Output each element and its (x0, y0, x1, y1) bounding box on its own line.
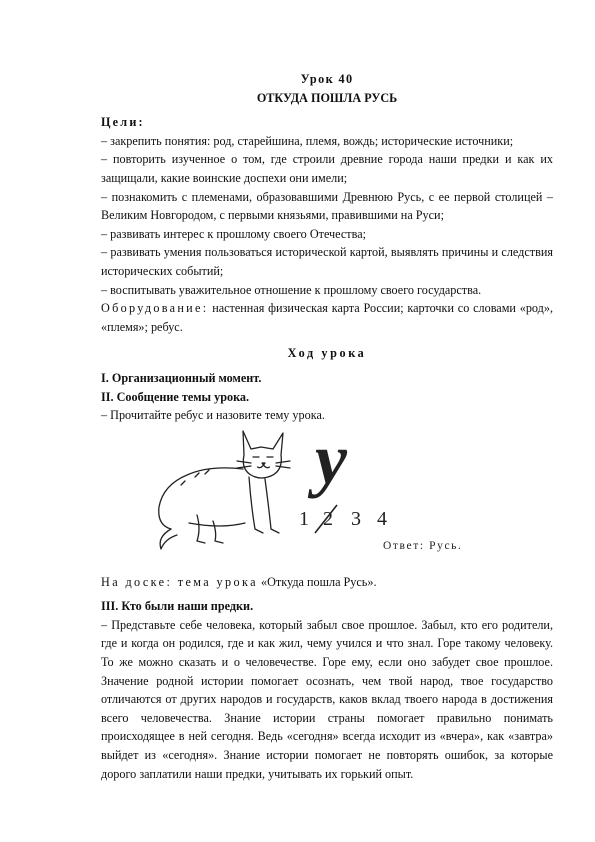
board-label: На доске: тема урока (101, 574, 258, 589)
rebus-figure (101, 425, 553, 553)
rebus-instruction: – Прочитайте ребус и назовите тему урока. (101, 408, 325, 423)
goal-item: – развивать интерес к прошлому своего Отечества; (101, 226, 367, 241)
lesson-number: Урок 40 (300, 72, 354, 86)
equipment-label: Оборудование: (101, 301, 209, 316)
goal-item: – воспитывать уважительное отношение к прошлому своего государства. (101, 282, 482, 297)
cat-drawing (159, 431, 290, 549)
goal-item: – развивать умения пользоваться исторической картой, выявлять причины и следствия исторических событий; (101, 245, 553, 278)
rebus-answer: Ответ: Русь. (383, 539, 463, 552)
lesson-title: ОТКУДА ПОШЛА РУСЬ (256, 90, 398, 105)
equipment-text: настенная физическая карта России; карточки со словами «род», «племя»; ребус. (101, 301, 553, 334)
step-ancestors: III. Кто были наши предки. (101, 599, 254, 614)
rebus-svg (101, 425, 553, 553)
rebus-digit-2: 2 (323, 507, 333, 530)
board-text: «Откуда пошла Русь». (257, 574, 377, 589)
step-topic: II. Сообщение темы урока. (101, 389, 250, 404)
goal-item: – повторить изученное о том, где строили древние города наши предки и как их защищали, какие воинские доспехи они имели; (101, 152, 553, 185)
rebus-digit-1: 1 (299, 507, 309, 530)
equipment-paragraph (101, 299, 553, 336)
rebus-digit-3: 3 (351, 507, 361, 530)
board-paragraph (101, 573, 553, 592)
step-organizational: I. Организационный момент. (101, 370, 262, 385)
course-heading: Ход урока (287, 346, 367, 361)
rebus-digit-4: 4 (377, 507, 387, 530)
goal-item: – закрепить понятия: род, старейшина, племя, вождь; исторические источники; (101, 133, 514, 148)
goal-item: – познакомить с племенами, образовавшими Древнюю Русь, с ее первой столицей – Великим Новгородом, с первыми князьями, правившими на Руси; (101, 189, 553, 223)
main-paragraph: – Представьте себе человека, который забыл свое прошлое. Забыл, кто его родители, где и когда он родился, где и как жил, чему учился и что знал. Горе такому человеку. То же можно сказать и о человечестве. Горе ему, если оно забудет свое прошлое. Значение родной истории помогает осознать, чем твой народ, твое государство отличаются от других народов и государств, каков вклад твоего народа в достижения всего человечества. Знание истории страны помогает правильно понимать происходящее в ней сегодня. Ведь «сегодня» всегда исходит из «вчера», как «завтра» выйдет из «сегодня». Знание истории помогает не повторять ошибок, за которые дорого заплатили наши предки, учитывать их горький опыт. (101, 617, 553, 781)
document-page (101, 70, 553, 783)
rebus-letter: у (315, 424, 347, 499)
goals-heading: Цели: (101, 115, 145, 130)
